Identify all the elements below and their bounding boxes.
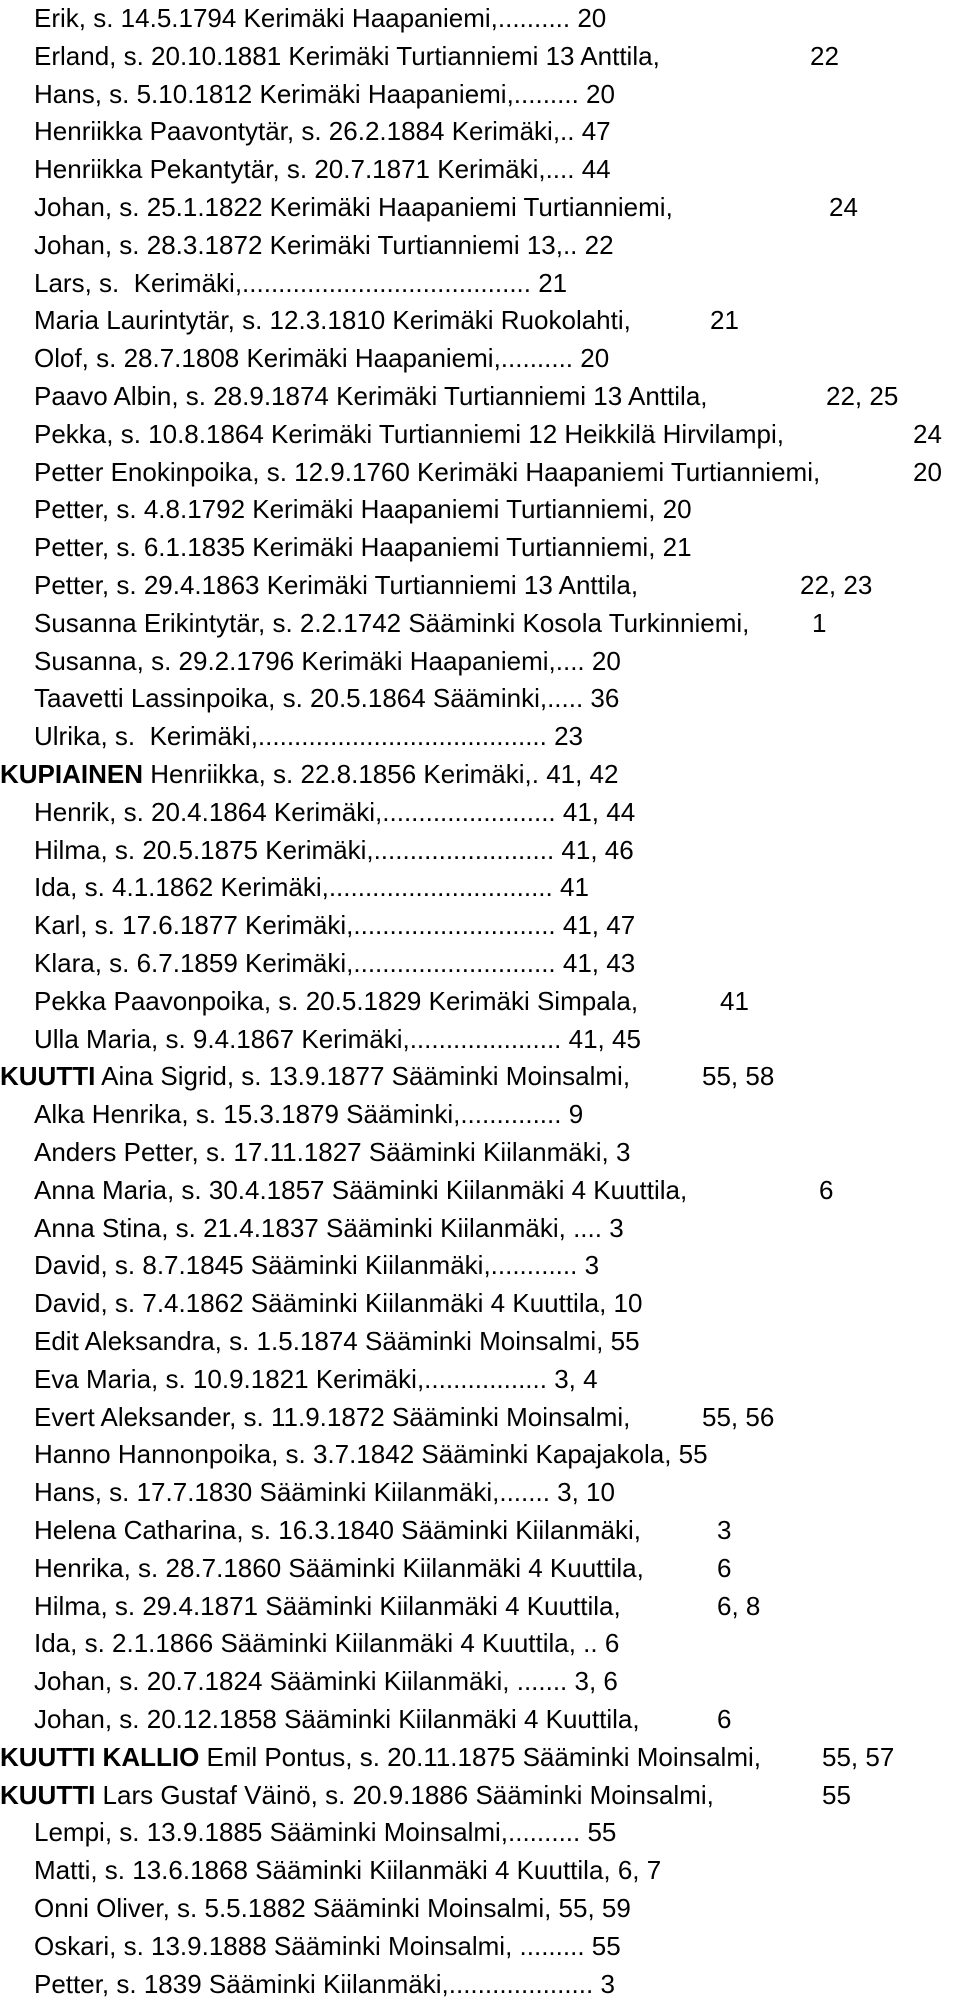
entry-text: Petter, s. 6.1.1835 Kerimäki Haapaniemi Turtianniemi, 21 bbox=[34, 532, 692, 562]
entry-text: Anna Maria, s. 30.4.1857 Sääminki Kiilanmäki 4 Kuuttila, bbox=[34, 1175, 688, 1205]
entry-text: Pekka Paavonpoika, s. 20.5.1829 Kerimäki Simpala, bbox=[34, 986, 639, 1016]
entry-text: Johan, s. 20.12.1858 Sääminki Kiilanmäki 4 Kuuttila, bbox=[34, 1704, 640, 1734]
index-entry bbox=[34, 1325, 640, 1357]
index-entry bbox=[34, 607, 749, 639]
entry-text: Karl, s. 17.6.1877 Kerimäki,............................ 41, 47 bbox=[34, 910, 636, 940]
page-references: 24 bbox=[829, 192, 858, 222]
entry-text: Hilma, s. 20.5.1875 Kerimäki,......................... 41, 46 bbox=[34, 835, 634, 865]
entry-text: Johan, s. 25.1.1822 Kerimäki Haapaniemi Turtianniemi, bbox=[34, 192, 673, 222]
index-entry bbox=[34, 1854, 661, 1886]
index-entry bbox=[34, 1174, 687, 1206]
entry-text: Petter, s. 29.4.1863 Kerimäki Turtianniemi 13 Anttila, bbox=[34, 570, 639, 600]
entry-text: Anders Petter, s. 17.11.1827 Sääminki Kiilanmäki, 3 bbox=[34, 1137, 631, 1167]
index-entry-heading bbox=[0, 1741, 761, 1773]
index-entry bbox=[34, 871, 589, 903]
entry-text: Alka Henrika, s. 15.3.1879 Sääminki,.............. 9 bbox=[34, 1099, 584, 1129]
index-entry bbox=[34, 115, 611, 147]
index-entry bbox=[34, 985, 638, 1017]
index-entry bbox=[34, 796, 635, 828]
entry-text: Susanna, s. 29.2.1796 Kerimäki Haapaniemi,.... 20 bbox=[34, 646, 621, 676]
index-entry bbox=[34, 1098, 583, 1130]
page-references: 22, 23 bbox=[800, 570, 873, 600]
index-entry bbox=[34, 1023, 641, 1055]
index-entry bbox=[34, 40, 660, 72]
entry-text: Petter, s. 4.8.1792 Kerimäki Haapaniemi Turtianniemi, 20 bbox=[34, 494, 692, 524]
index-entry bbox=[34, 1892, 631, 1924]
index-entry bbox=[34, 304, 631, 336]
entry-text: Aina Sigrid, s. 13.9.1877 Sääminki Moinsalmi, bbox=[95, 1061, 631, 1091]
entry-text: Klara, s. 6.7.1859 Kerimäki,............................ 41, 43 bbox=[34, 948, 636, 978]
index-entry bbox=[34, 531, 692, 563]
index-entry bbox=[34, 1968, 615, 2000]
index-entry bbox=[34, 267, 567, 299]
entry-text: Evert Aleksander, s. 11.9.1872 Sääminki Moinsalmi, bbox=[34, 1402, 631, 1432]
surname-label: KUUTTI bbox=[0, 1061, 96, 1091]
entry-text: Hans, s. 17.7.1830 Sääminki Kiilanmäki,....... 3, 10 bbox=[34, 1477, 615, 1507]
entry-text: Erland, s. 20.10.1881 Kerimäki Turtianniemi 13 Anttila, bbox=[34, 41, 660, 71]
page-references: 22, 25 bbox=[826, 381, 899, 411]
entry-text: Lars, s. Kerimäki,........................................ 21 bbox=[34, 268, 568, 298]
page-references: 6 bbox=[717, 1704, 732, 1734]
entry-text: Ida, s. 4.1.1862 Kerimäki,............................... 41 bbox=[34, 872, 589, 902]
index-entry bbox=[34, 1627, 619, 1659]
index-entry bbox=[34, 1703, 640, 1735]
index-entry bbox=[34, 1514, 641, 1546]
index-entry bbox=[34, 1287, 642, 1319]
entry-text: Susanna Erikintytär, s. 2.2.1742 Sääminki Kosola Turkinniemi, bbox=[34, 608, 750, 638]
entry-text: Petter, s. 1839 Sääminki Kiilanmäki,.................... 3 bbox=[34, 1969, 615, 1999]
entry-text: Onni Oliver, s. 5.5.1882 Sääminki Moinsalmi, 55, 59 bbox=[34, 1893, 631, 1923]
index-entry bbox=[34, 418, 784, 450]
index-entry bbox=[34, 1552, 644, 1584]
entry-text: Edit Aleksandra, s. 1.5.1874 Sääminki Moinsalmi, 55 bbox=[34, 1326, 640, 1356]
entry-text: Pekka, s. 10.8.1864 Kerimäki Turtianniemi 12 Heikkilä Hirvilampi, bbox=[34, 419, 784, 449]
page-references: 55, 58 bbox=[702, 1061, 775, 1091]
index-entry bbox=[34, 569, 638, 601]
entry-text: Emil Pontus, s. 20.11.1875 Sääminki Moinsalmi, bbox=[199, 1742, 761, 1772]
entry-text: David, s. 8.7.1845 Sääminki Kiilanmäki,............ 3 bbox=[34, 1250, 600, 1280]
surname-label: KUUTTI KALLIO bbox=[0, 1742, 200, 1772]
entry-text: Matti, s. 13.6.1868 Sääminki Kiilanmäki 4 Kuuttila, 6, 7 bbox=[34, 1855, 662, 1885]
entry-text: Oskari, s. 13.9.1888 Sääminki Moinsalmi, ......... 55 bbox=[34, 1931, 621, 1961]
page-references: 21 bbox=[710, 305, 739, 335]
entry-text: Johan, s. 20.7.1824 Sääminki Kiilanmäki, ....... 3, 6 bbox=[34, 1666, 618, 1696]
entry-text: David, s. 7.4.1862 Sääminki Kiilanmäki 4 Kuuttila, 10 bbox=[34, 1288, 643, 1318]
page-references: 3 bbox=[717, 1515, 732, 1545]
index-entry bbox=[34, 380, 708, 412]
page-references: 6 bbox=[717, 1553, 732, 1583]
entry-text: Helena Catharina, s. 16.3.1840 Sääminki Kiilanmäki, bbox=[34, 1515, 642, 1545]
entry-text: Henrik, s. 20.4.1864 Kerimäki,........................ 41, 44 bbox=[34, 797, 636, 827]
index-entry bbox=[34, 834, 634, 866]
index-entry bbox=[34, 1212, 624, 1244]
index-entry bbox=[34, 456, 820, 488]
index-entry bbox=[34, 229, 614, 261]
entry-text: Paavo Albin, s. 28.9.1874 Kerimäki Turtianniemi 13 Anttila, bbox=[34, 381, 708, 411]
surname-label: KUUTTI bbox=[0, 1780, 96, 1810]
index-entry bbox=[34, 909, 635, 941]
page-references: 22 bbox=[810, 41, 839, 71]
index-entry bbox=[34, 645, 621, 677]
entry-text: Henriikka, s. 22.8.1856 Kerimäki,. 41, 42 bbox=[143, 759, 619, 789]
entry-text: Taavetti Lassinpoika, s. 20.5.1864 Sääminki,..... 36 bbox=[34, 683, 620, 713]
index-entry bbox=[34, 1249, 599, 1281]
page-references: 55, 57 bbox=[822, 1742, 895, 1772]
entry-text: Johan, s. 28.3.1872 Kerimäki Turtianniemi 13,.. 22 bbox=[34, 230, 614, 260]
index-entry bbox=[34, 1363, 598, 1395]
entry-text: Lempi, s. 13.9.1885 Sääminki Moinsalmi,.......... 55 bbox=[34, 1817, 617, 1847]
index-entry bbox=[34, 1665, 618, 1697]
page-references: 6, 8 bbox=[717, 1591, 761, 1621]
entry-text: Ulrika, s. Kerimäki,........................................ 23 bbox=[34, 721, 584, 751]
index-entry bbox=[34, 720, 583, 752]
index-entry bbox=[34, 947, 635, 979]
entry-text: Eva Maria, s. 10.9.1821 Kerimäki,................. 3, 4 bbox=[34, 1364, 598, 1394]
index-entry bbox=[34, 2, 606, 34]
page-references: 1 bbox=[812, 608, 827, 638]
index-entry bbox=[34, 682, 619, 714]
index-entry-heading bbox=[0, 1779, 714, 1811]
page-references: 55, 56 bbox=[702, 1402, 775, 1432]
index-entry-heading bbox=[0, 758, 618, 790]
index-entry bbox=[34, 493, 692, 525]
entry-text: Ida, s. 2.1.1866 Sääminki Kiilanmäki 4 Kuuttila, .. 6 bbox=[34, 1628, 620, 1658]
page-references: 24 bbox=[913, 419, 942, 449]
page-references: 55 bbox=[822, 1780, 851, 1810]
page-references: 20 bbox=[913, 457, 942, 487]
index-entry bbox=[34, 1136, 630, 1168]
entry-text: Hans, s. 5.10.1812 Kerimäki Haapaniemi,......... 20 bbox=[34, 79, 615, 109]
index-entry bbox=[34, 1401, 630, 1433]
index-entry bbox=[34, 1438, 708, 1470]
entry-text: Henriikka Paavontytär, s. 26.2.1884 Kerimäki,.. 47 bbox=[34, 116, 611, 146]
index-entry bbox=[34, 1816, 616, 1848]
entry-text: Ulla Maria, s. 9.4.1867 Kerimäki,..................... 41, 45 bbox=[34, 1024, 641, 1054]
page-references: 6 bbox=[819, 1175, 834, 1205]
entry-text: Anna Stina, s. 21.4.1837 Sääminki Kiilanmäki, .... 3 bbox=[34, 1213, 624, 1243]
entry-text: Petter Enokinpoika, s. 12.9.1760 Kerimäki Haapaniemi Turtianniemi, bbox=[34, 457, 821, 487]
page-references: 41 bbox=[720, 986, 749, 1016]
index-entry bbox=[34, 1590, 621, 1622]
surname-label: KUPIAINEN bbox=[0, 759, 144, 789]
index-entry bbox=[34, 1476, 615, 1508]
index-entry bbox=[34, 153, 611, 185]
index-entry-heading bbox=[0, 1060, 630, 1092]
entry-text: Henrika, s. 28.7.1860 Sääminki Kiilanmäki 4 Kuuttila, bbox=[34, 1553, 644, 1583]
entry-text: Erik, s. 14.5.1794 Kerimäki Haapaniemi,.......... 20 bbox=[34, 3, 607, 33]
index-entry bbox=[34, 1930, 621, 1962]
index-entry bbox=[34, 342, 609, 374]
entry-text: Henriikka Pekantytär, s. 20.7.1871 Kerimäki,.... 44 bbox=[34, 154, 611, 184]
entry-text: Hanno Hannonpoika, s. 3.7.1842 Sääminki Kapajakola, 55 bbox=[34, 1439, 708, 1469]
index-entry bbox=[34, 191, 673, 223]
entry-text: Maria Laurintytär, s. 12.3.1810 Kerimäki Ruokolahti, bbox=[34, 305, 631, 335]
entry-text: Hilma, s. 29.4.1871 Sääminki Kiilanmäki 4 Kuuttila, bbox=[34, 1591, 621, 1621]
entry-text: Lars Gustaf Väinö, s. 20.9.1886 Sääminki Moinsalmi, bbox=[95, 1780, 714, 1810]
index-entry bbox=[34, 78, 615, 110]
entry-text: Olof, s. 28.7.1808 Kerimäki Haapaniemi,.......... 20 bbox=[34, 343, 610, 373]
